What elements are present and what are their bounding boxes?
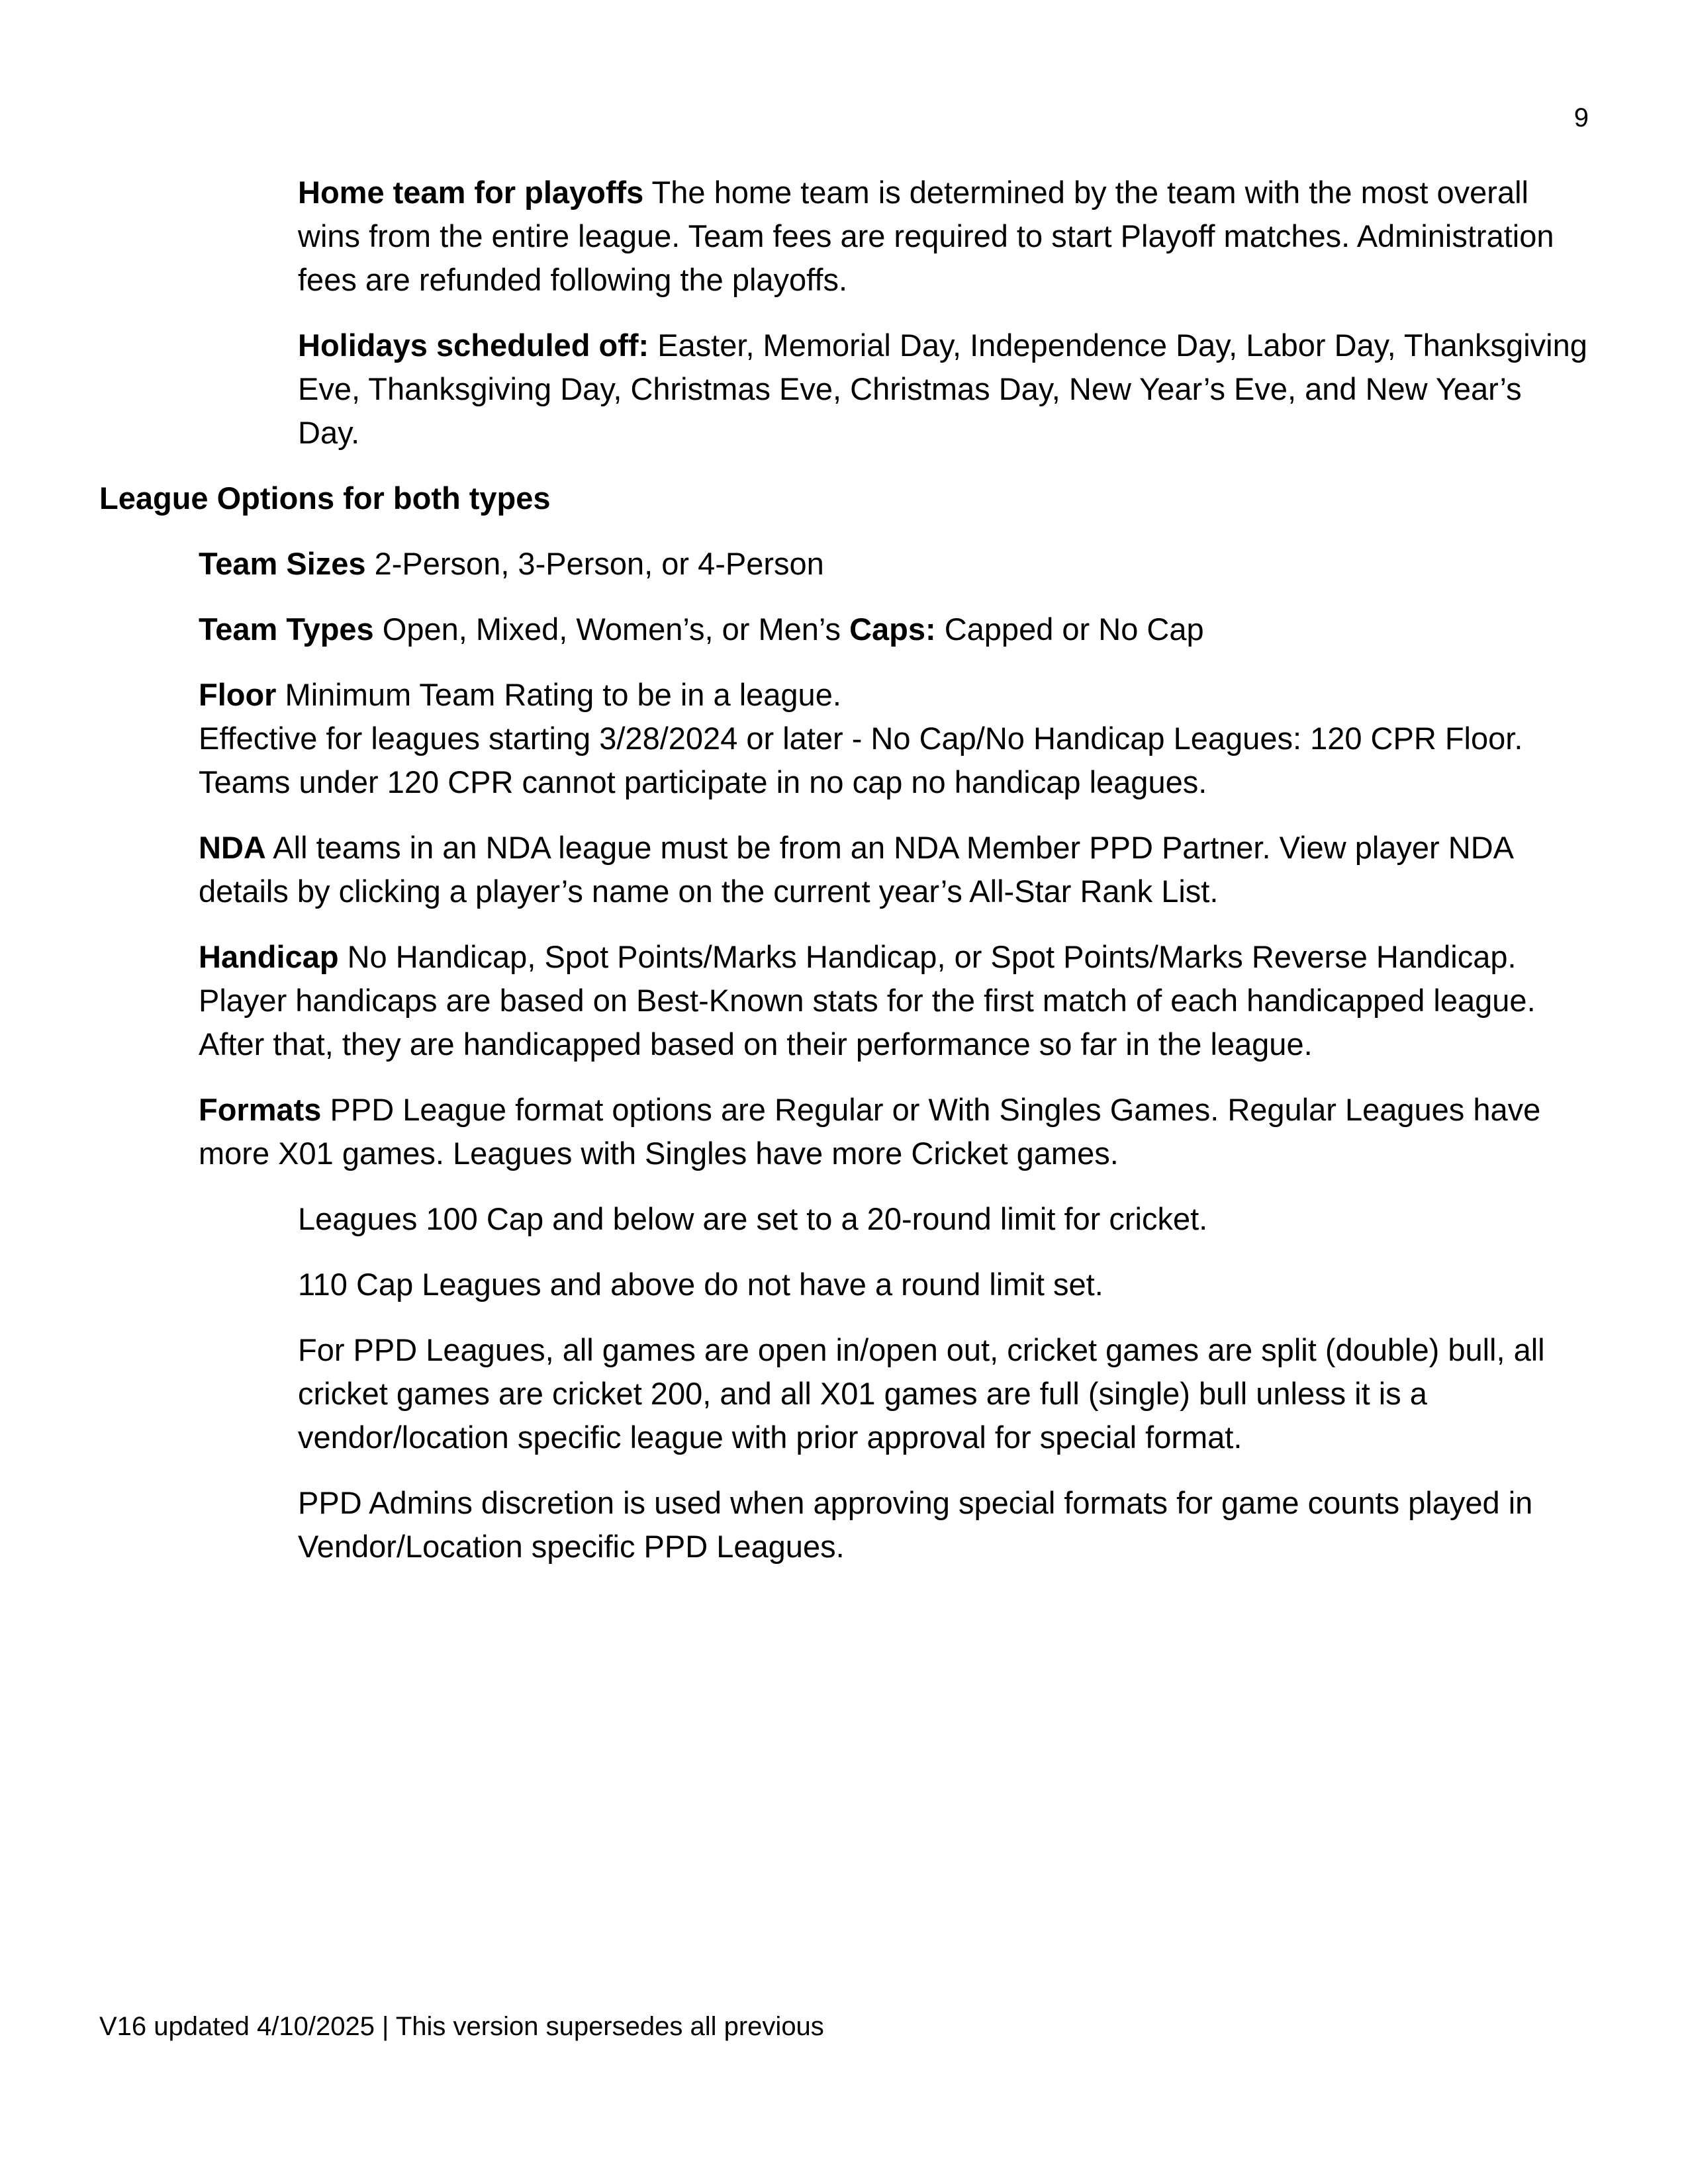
- team-sizes-paragraph: [199, 542, 1589, 586]
- nda-label: NDA: [199, 830, 266, 865]
- holidays-label: Holidays scheduled off:: [298, 328, 649, 363]
- team-types-paragraph: [199, 608, 1589, 651]
- footer-version: V16 updated 4/10/2025 | This version supersedes all previous: [99, 2012, 824, 2041]
- handicap-label: Handicap: [199, 939, 339, 974]
- holidays-text: Easter, Memorial Day, Independence Day, Labor Day, Thanksgiving Eve, Thanksgiving Day, Christmas Eve, Christmas Day, New Year’s Eve, and New Year’s Day.: [298, 328, 1587, 450]
- team-sizes-label: Team Sizes: [199, 546, 366, 581]
- formats-text: PPD League format options are Regular or With Singles Games. Regular Leagues have more X01 games. Leagues with Singles have more Cricket games.: [199, 1092, 1541, 1171]
- handicap-paragraph: [199, 935, 1589, 1066]
- nda-paragraph: [199, 826, 1589, 913]
- floor-effective-text: Effective for leagues starting 3/28/2024 or later - No Cap/No Handicap Leagues: 120 CPR Floor. Teams under 120 CPR cannot participate in no cap no handicap leagues.: [199, 721, 1523, 799]
- team-sizes-text: 2-Person, 3-Person, or 4-Person: [365, 546, 824, 581]
- section-heading: [99, 477, 1589, 520]
- rule-admin-discretion: PPD Admins discretion is used when approving special formats for game counts played in Vendor/Location specific PPD Leagues.: [298, 1485, 1533, 1564]
- floor-paragraph: [199, 673, 1589, 804]
- floor-text: Minimum Team Rating to be in a league.: [276, 677, 841, 712]
- handicap-text: No Handicap, Spot Points/Marks Handicap, or Spot Points/Marks Reverse Handicap. Player handicaps are based on Best-Known stats for the first match of each handicapped league. After that, they are handicapped based on their performance so far in the league.: [199, 939, 1536, 1062]
- holidays-paragraph: [298, 324, 1589, 455]
- rule-game-format: For PPD Leagues, all games are open in/open out, cricket games are split (double) bull, all cricket games are cricket 200, and all X01 games are full (single) bull unless it is a vendor/location specific league with prior approval for special format.: [298, 1332, 1545, 1455]
- team-types-label: Team Types: [199, 612, 374, 647]
- rule-no-round-limit: 110 Cap Leagues and above do not have a round limit set.: [298, 1267, 1103, 1302]
- home-team-label: Home team for playoffs: [298, 175, 644, 210]
- rule-round-limit: Leagues 100 Cap and below are set to a 20-round limit for cricket.: [298, 1201, 1208, 1236]
- home-team-text: The home team is determined by the team with the most overall wins from the entire league. Team fees are required to start Playoff matches. Administration fees are refunded following the playoffs.: [298, 175, 1554, 297]
- floor-label: Floor: [199, 677, 277, 712]
- page-number: 9: [1573, 103, 1589, 132]
- home-team-paragraph: [298, 171, 1589, 302]
- nda-text: All teams in an NDA league must be from an NDA Member PPD Partner. View player NDA details by clicking a player’s name on the current year’s All-Star Rank List.: [199, 830, 1513, 909]
- formats-paragraph: [199, 1088, 1589, 1175]
- section-heading-text: League Options for both types: [99, 480, 551, 516]
- caps-text: Capped or No Cap: [935, 612, 1204, 647]
- formats-label: Formats: [199, 1092, 322, 1127]
- team-types-text: Open, Mixed, Women’s, or Men’s: [373, 612, 850, 647]
- document-body: [99, 171, 1589, 1590]
- caps-label: Caps:: [849, 612, 936, 647]
